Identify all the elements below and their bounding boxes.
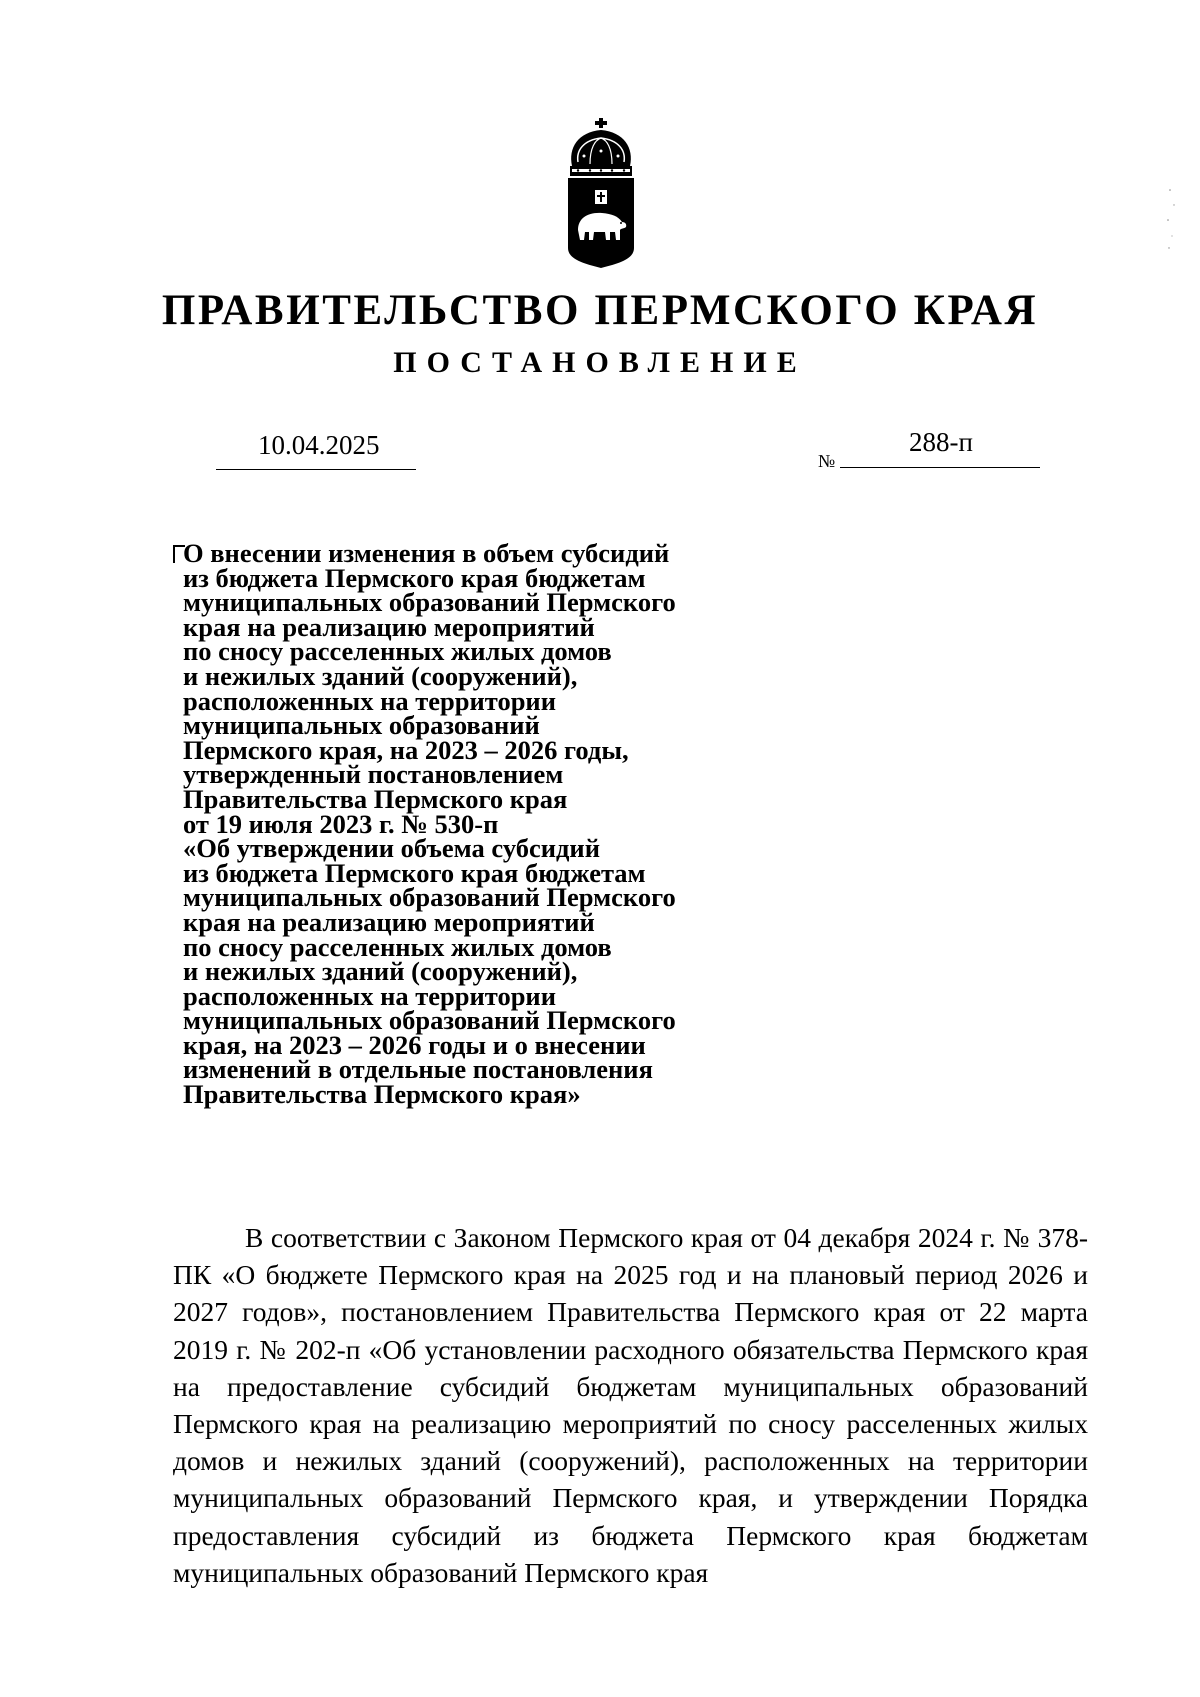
- perm-krai-coat-of-arms-icon: [564, 118, 638, 268]
- document-subject: [183, 538, 743, 1110]
- subject-line: изменений в отдельные постановления: [183, 1054, 653, 1085]
- subject-line: и нежилых зданий (сооружений),: [183, 660, 578, 691]
- subject-line: расположенных на территории: [183, 980, 556, 1011]
- body-paragraph: В соответствии с Законом Пермского края от 04 декабря 2024 г. № 378-ПК «О бюджете Пермского края на 2025 год и на плановый период 2026 и 2027 годов», постановлением Правительства Пермского края от 22 марта 2019 г. № 202-п «Об установлении расходного обязательства Пермского края на предоставление субсидий бюджетам муниципальных образований Пермского края на реализацию мероприятий по сносу расселенных жилых домов и нежилых зданий (сооружений), расположенных на территории муниципальных образований Пермского края, и утверждении Порядка предоставления субсидий из бюджета Пермского края бюджетам муниципальных образований Пермского края: [173, 1222, 1088, 1588]
- number-sign: №: [818, 451, 836, 471]
- subject-line: из бюджета Пермского края бюджетам: [183, 857, 646, 888]
- subject-line: от 19 июля 2023 г. № 530-п: [183, 808, 499, 839]
- document-number: 288-п: [909, 427, 973, 457]
- subject-line: О внесении изменения в объем субсидий: [183, 538, 670, 568]
- subject-line: расположенных на территории: [183, 685, 556, 716]
- document-type-title: ПОСТАНОВЛЕНИЕ: [393, 346, 807, 379]
- subject-line: муниципальных образований: [183, 710, 540, 741]
- subject-line: края на реализацию мероприятий: [183, 906, 595, 937]
- subject-line: по сносу расселенных жилых домов: [183, 931, 612, 962]
- subject-line: края на реализацию мероприятий: [183, 611, 595, 642]
- subject-line: по сносу расселенных жилых домов: [183, 636, 612, 667]
- date-underline: [216, 469, 416, 470]
- subject-line: Правительства Пермского края»: [183, 1079, 581, 1110]
- subject-line: Правительства Пермского края: [183, 783, 568, 814]
- subject-line: «Об утверждении объема субсидий: [183, 833, 600, 864]
- subject-line: и нежилых зданий (сооружений),: [183, 956, 578, 987]
- government-title: ПРАВИТЕЛЬСТВО ПЕРМСКОГО КРАЯ: [161, 287, 1039, 334]
- subject-line: из бюджета Пермского края бюджетам: [183, 562, 646, 593]
- number-underline: [840, 467, 1040, 468]
- subject-line: Пермского края, на 2023 – 2026 годы,: [183, 734, 629, 765]
- subject-line: края, на 2023 – 2026 годы и о внесении: [183, 1029, 646, 1060]
- document-date: 10.04.2025: [258, 430, 380, 460]
- subject-line: муниципальных образований Пермского: [183, 882, 676, 913]
- subject-line: утвержденный постановлением: [183, 759, 564, 790]
- subject-line: муниципальных образований Пермского: [183, 1005, 676, 1036]
- scan-noise: [1140, 0, 1200, 400]
- subject-line: муниципальных образований Пермского: [183, 587, 676, 618]
